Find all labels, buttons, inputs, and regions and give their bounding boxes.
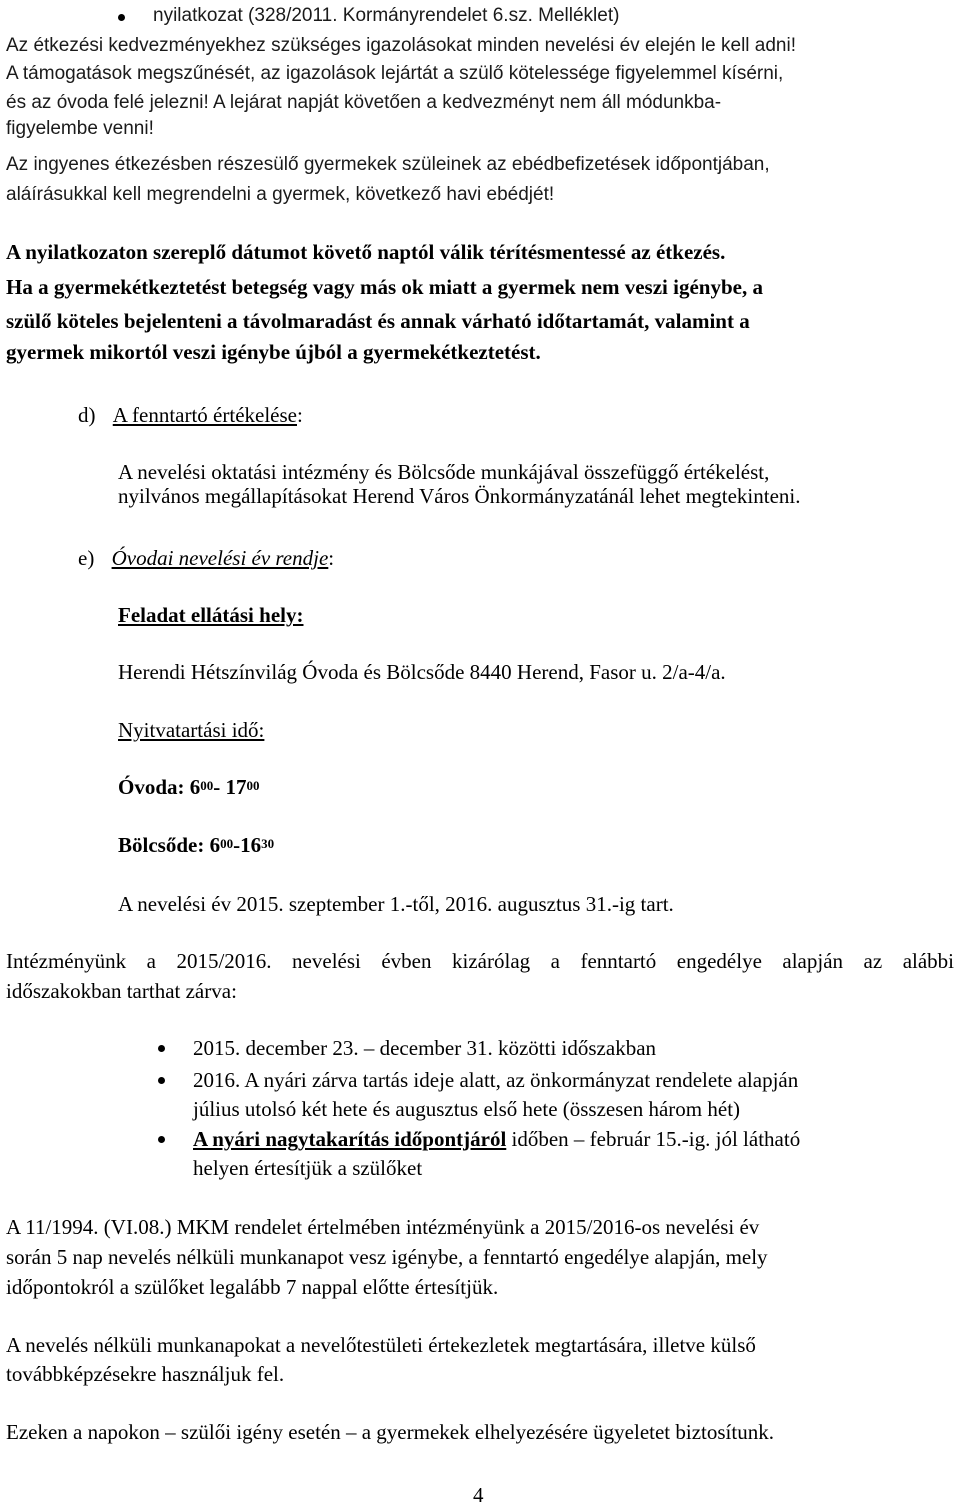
word: a xyxy=(550,949,560,973)
bold-line: Ha a gyermekétkeztetést betegség vagy más ok miatt a gyermek nem veszi igénybe, a xyxy=(6,275,763,299)
closure-item: 2015. december 23. – december 31. közötti időszakban xyxy=(193,1036,657,1060)
ovoda-mid: - 17 xyxy=(213,775,247,799)
word: az xyxy=(863,949,883,973)
superscript: 00 xyxy=(246,778,260,793)
cleaning-text: időben – február 15.-ig. jól látható xyxy=(506,1127,801,1151)
text-line: nyilvános megállapításokat Herend Város Önkormányzatánál lehet megtekinteni. xyxy=(118,484,801,508)
section-title: Óvodai nevelési év rendje xyxy=(111,546,329,570)
text-line: Ezeken a napokon – szülői igény esetén – a gyermekek elhelyezésére ügyeletet biztosítunk. xyxy=(6,1420,774,1444)
word: évben xyxy=(381,949,432,973)
text-line: időpontokról a szülőket legalább 7 nappal előtte értesítjük. xyxy=(6,1275,499,1299)
text-line xyxy=(6,949,954,973)
closure-item: 2016. A nyári zárva tartás ideje alatt, az önkormányzat rendelete alapján xyxy=(193,1068,799,1092)
ovoda-label: Óvoda: 6 xyxy=(118,775,201,799)
bullet-icon xyxy=(158,1136,165,1143)
section-marker: e) xyxy=(78,546,95,570)
bullet-item: nyilatkozat (328/2011. Kormányrendelet 6.sz. Melléklet) xyxy=(153,5,620,26)
bolcsode-hours xyxy=(118,833,274,857)
text-line: aláírásukkal kell megrendelni a gyermek, következő havi ebédjét! xyxy=(6,184,555,205)
section-e-heading xyxy=(78,546,334,570)
location-heading: Feladat ellátási hely: xyxy=(118,603,304,627)
bold-line: A nyilatkozaton szereplő dátumot követő naptól válik térítésmentessé az étkezés. xyxy=(6,240,726,264)
text-line: Az étkezési kedvezményekhez szükséges igazolásokat minden nevelési év elején le kell adni! xyxy=(6,35,796,56)
word: fenntartó xyxy=(580,949,657,973)
text-line: időszakokban tarthat zárva: xyxy=(6,979,237,1003)
closure-item xyxy=(193,1127,800,1151)
word: kizárólag xyxy=(452,949,531,973)
word: alapján xyxy=(782,949,844,973)
superscript: 00 xyxy=(220,836,234,851)
bullet-icon xyxy=(158,1077,165,1084)
text-line: Az ingyenes étkezésben részesülő gyermekek szüleinek az ebédbefizetések időpontjában, xyxy=(6,154,770,175)
word: alábbi xyxy=(902,949,954,973)
superscript: 00 xyxy=(200,778,214,793)
location-text: Herendi Hétszínvilág Óvoda és Bölcsőde 8440 Herend, Fasor u. 2/a-4/a. xyxy=(118,660,726,684)
superscript: 30 xyxy=(261,836,275,851)
word: Intézményünk xyxy=(6,949,127,973)
cleaning-label: A nyári nagytakarítás időpontjáról xyxy=(193,1127,507,1151)
word: engedélye xyxy=(676,949,762,973)
text-line: figyelembe venni! xyxy=(6,118,154,139)
year-line: A nevelési év 2015. szeptember 1.-től, 2016. augusztus 31.-ig tart. xyxy=(118,892,674,916)
word: a xyxy=(146,949,156,973)
bullet-icon xyxy=(118,14,125,21)
ovoda-hours xyxy=(118,775,260,799)
text-line: A 11/1994. (VI.08.) MKM rendelet értelmében intézményünk a 2015/2016-os nevelési év xyxy=(6,1215,760,1239)
page-number: 4 xyxy=(473,1483,484,1507)
text-line: A nevelés nélküli munkanapokat a nevelőtestületi értekezletek megtartására, illetve külső xyxy=(6,1333,756,1357)
hours-heading: Nyitvatartási idő: xyxy=(118,718,265,742)
bold-line: gyermek mikortól veszi igénybe újból a gyermekétkeztetést. xyxy=(6,340,541,364)
bullet-icon xyxy=(158,1045,165,1052)
text-line: és az óvoda felé jelezni! A lejárat napját követően a kedvezményt nem áll módunkba- xyxy=(6,92,722,113)
text-line: során 5 nap nevelés nélküli munkanapot vesz igénybe, a fenntartó engedélye alapján, mely xyxy=(6,1245,768,1269)
text-line: A támogatások megszűnését, az igazolások lejártát a szülő kötelessége figyelemmel kísérni, xyxy=(6,63,784,84)
bolcsode-label: Bölcsőde: 6 xyxy=(118,833,221,857)
section-colon: : xyxy=(297,403,303,427)
section-colon: : xyxy=(328,546,335,570)
word: 2015/2016. xyxy=(176,949,272,973)
section-d-heading xyxy=(78,403,303,427)
section-title: A fenntartó értékelése xyxy=(112,403,297,427)
closure-item: július utolsó két hete és augusztus első hete (összesen három hét) xyxy=(193,1097,741,1121)
bolcsode-mid: -16 xyxy=(233,833,262,857)
word: nevelési xyxy=(292,949,361,973)
bold-line: szülő köteles bejelenteni a távolmaradást és annak várható időtartamát, valamint a xyxy=(6,309,750,333)
closure-item: helyen értesítjük a szülőket xyxy=(193,1156,423,1180)
section-marker: d) xyxy=(78,403,96,427)
text-line: A nevelési oktatási intézmény és Bölcsőde munkájával összefüggő értékelést, xyxy=(118,460,770,484)
text-line: továbbképzésekre használjuk fel. xyxy=(6,1362,285,1386)
